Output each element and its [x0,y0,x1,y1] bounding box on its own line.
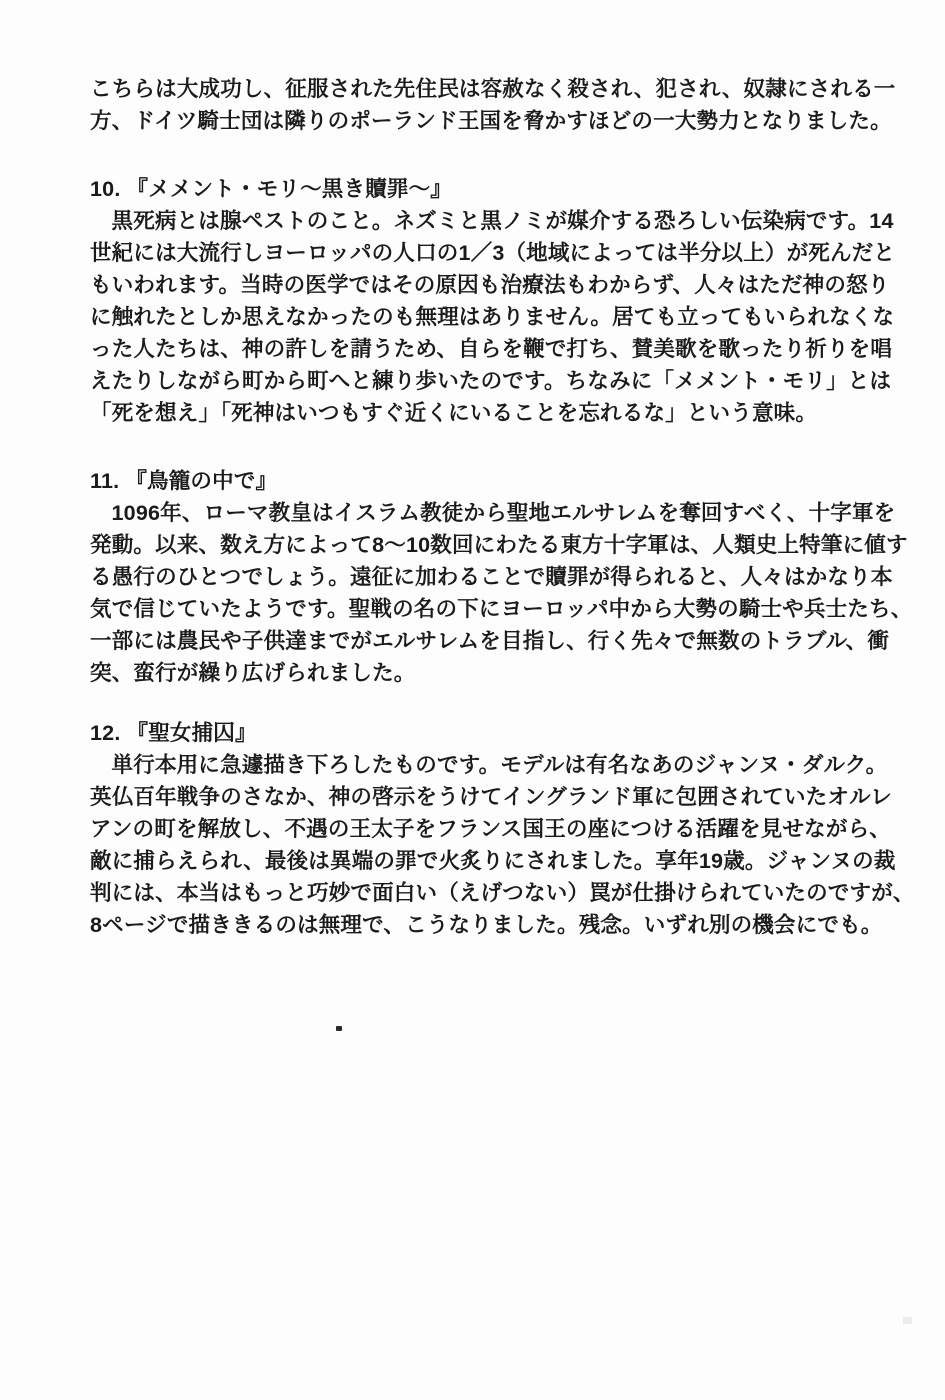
text-line: る愚行のひとつでしょう。遠征に加わることで贖罪が得られると、人々はかなり本 [90,565,893,589]
text-line: 8ページで描ききるのは無理で、こうなりました。残念。いずれ別の機会にでも。 [90,913,883,937]
text-line: に触れたとしか思えなかったのも無理はありません。居ても立ってもいられなくな [90,305,895,329]
text-line: えたりしながら町から町へと練り歩いたのです。ちなみに「メメント・モリ」とは [90,369,892,393]
section-memento-mori [90,173,896,429]
text-line: 一部には農民や子供達までがエルサレムを目指し、行く先々で無数のトラブル、衝 [90,629,890,653]
ink-speck [336,1026,342,1031]
section-title: 『メメント・モリ〜黒き贖罪〜』 [126,177,453,201]
text-line: 黒死病とは腺ペストのこと。ネズミと黒ノミが媒介する恐ろしい伝染病です。14 [111,209,894,233]
section-seijo-hoshu [90,717,915,941]
section-title: 『聖女捕囚』 [126,721,257,745]
text-line: 敵に捕らえられ、最後は異端の罪で火炙りにされました。享年19歳。ジャンヌの裁 [90,849,896,873]
section-heading [90,465,880,497]
text-line: 気で信じていたようです。聖戦の名の下にヨーロッパ中から大勢の騎士や兵士たち、 [90,597,913,621]
section-body [90,205,896,429]
section-heading [90,717,880,749]
text-line: った人たちは、神の許しを請うため、自らを鞭で打ち、賛美歌を歌ったり祈りを唱 [90,337,893,361]
text-line: 判には、本当はもっと巧妙で面白い（えげつない）罠が仕掛けられていたのですが、 [90,881,915,905]
text-line: 単行本用に急遽描き下ろしたものです。モデルは有名なあのジャンヌ・ダルク。 [111,753,888,777]
text-block [90,73,915,941]
text-line: 方、ドイツ騎士団は隣りのポーランド王国を脅かすほどの一大勢力となりました。 [90,109,892,133]
text-line: 「死を想え」「死神はいつもすぐ近くにいることを忘れるな」という意味。 [90,401,818,425]
section-body [90,497,913,689]
text-line: 世紀には大流行しヨーロッパの人口の1／3（地域によっては半分以上）が死んだと [90,241,896,265]
text-line: 発動。以来、数え方によって8〜10数回にわたる東方十字軍は、人類史上特筆に値す [90,533,908,557]
section-number: 11. [90,469,120,493]
scan-artifact [903,1317,912,1324]
text-line: アンの町を解放し、不遇の王太子をフランス国王の座につける活躍を見せながら、 [90,817,891,841]
text-line: 突、蛮行が繰り広げられました。 [90,661,416,685]
text-line: もいわれます。当時の医学ではその原因も治療法もわからず、人々はただ神の怒り [90,273,890,297]
section-torikago [90,465,913,689]
section-body [90,749,915,941]
text-line: 英仏百年戦争のさなか、神の啓示をうけてイングランド軍に包囲されていたオルレ [90,785,892,809]
section-heading [90,173,880,205]
intro-paragraph [90,73,896,137]
text-line: 1096年、ローマ教皇はイスラム教徒から聖地エルサレムを奪回すべく、十字軍を [111,501,896,525]
section-number: 12. [90,721,121,745]
section-title: 『鳥籠の中で』 [125,469,278,493]
section-number: 10. [90,177,121,201]
text-line: こちらは大成功し、征服された先住民は容赦なく殺され、犯され、奴隷にされる一 [90,77,896,101]
